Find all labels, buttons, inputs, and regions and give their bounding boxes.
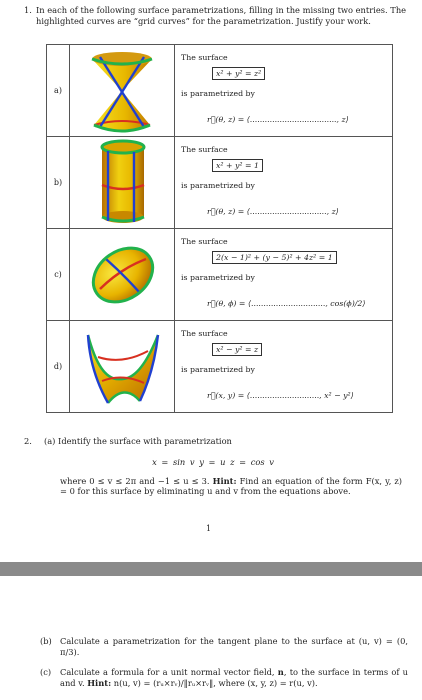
cylinder-surface-figure <box>70 137 174 228</box>
ellipsoid-surface-figure <box>70 229 174 320</box>
question-2a: (a) Identify the surface with parametrization <box>44 436 232 446</box>
parametrized-text: is parametrized by <box>181 365 255 374</box>
question-2c-text <box>60 667 408 689</box>
conditions-text: where 0 ≤ v ≤ 2π and −1 ≤ u ≤ 3. <box>60 475 213 486</box>
question-2c-label: (c) <box>40 667 52 677</box>
part-a-description <box>175 45 393 137</box>
worksheet-page-2 <box>0 576 422 700</box>
surface-equation-a: x² + y² = z² <box>212 67 265 80</box>
question-2c <box>40 667 408 689</box>
part-label-a: a) <box>47 45 70 137</box>
table-row <box>47 321 393 413</box>
question-2b-text: Calculate a parametrization for the tangent plane to the surface at (u, v) = (0, π/3). <box>60 636 408 657</box>
parametrization-blank-d: r⃗(x, y) = ⟨............................, x² − y²⟩ <box>207 391 354 400</box>
parametrization-blank-c: r⃗(θ, ϕ) = ⟨.............................., cos(ϕ)/2⟩ <box>207 299 366 308</box>
parametrization-equations: x = sin v y = u z = cos v <box>152 456 274 467</box>
question-2b <box>40 636 408 658</box>
surface-text: The surface <box>181 329 228 338</box>
page-number: 1 <box>206 524 212 533</box>
table-row <box>47 137 393 229</box>
question-2 <box>24 436 402 497</box>
question-2c-mid: , to the surface in terms of u and v. <box>60 667 408 688</box>
surface-image-cone <box>70 45 175 137</box>
part-b-description <box>175 137 393 229</box>
surface-image-cylinder <box>70 137 175 229</box>
surface-image-ellipsoid <box>70 229 175 321</box>
normal-vector-symbol: n <box>277 667 284 677</box>
part-label-d: d) <box>47 321 70 413</box>
surface-text: The surface <box>181 145 228 154</box>
question-2-number: 2. <box>24 436 32 446</box>
question-2a-conditions <box>60 476 402 498</box>
parametrization-blank-b: r⃗(θ, z) = ⟨..............................., z⟩ <box>207 207 339 216</box>
surface-equation-d: x² − y² = z <box>212 343 262 356</box>
table-row <box>47 45 393 137</box>
part-d-description <box>175 321 393 413</box>
surface-text: The surface <box>181 53 228 62</box>
question-2c-pre: Calculate a formula for a unit normal vector field, <box>60 667 278 677</box>
parametrized-text: is parametrized by <box>181 89 255 98</box>
surfaces-table <box>46 44 393 413</box>
surface-text: The surface <box>181 237 228 246</box>
surface-equation-b: x² + y² = 1 <box>212 159 263 172</box>
parametrized-text: is parametrized by <box>181 181 255 190</box>
hint-label: Hint: <box>212 475 237 486</box>
question-1-number: 1. <box>24 5 32 15</box>
part-label-c: c) <box>47 229 70 321</box>
question-1-intro: In each of the following surface parametrizations, filling in the missing two entries. The highlighted curves are “grid curves” for the parametrization. Justify your work. <box>36 5 407 26</box>
cone-surface-figure <box>70 45 174 136</box>
part-label-b: b) <box>47 137 70 229</box>
surface-image-saddle <box>70 321 175 413</box>
question-1 <box>24 5 408 26</box>
surface-equation-c: 2(x − 1)² + (y − 5)² + 4z² = 1 <box>212 251 337 264</box>
parametrization-blank-a: r⃗(θ, z) = ⟨..................................., z⟩ <box>207 115 349 124</box>
part-c-description <box>175 229 393 321</box>
hint-label: Hint: <box>87 677 112 688</box>
question-2b-label: (b) <box>40 636 52 646</box>
parametrized-text: is parametrized by <box>181 273 255 282</box>
table-row <box>47 229 393 321</box>
hint-text: Find an equation of the form F(x, y, z) = 0 for this surface by eliminating u and v from the equations above. <box>60 475 402 497</box>
normal-formula: n(u, v) = (rᵤ×rᵥ)/‖rᵤ×rᵥ‖, where (x, y, z) = r(u, v). <box>111 677 318 688</box>
page-separator <box>0 562 422 576</box>
saddle-surface-figure <box>70 321 174 412</box>
